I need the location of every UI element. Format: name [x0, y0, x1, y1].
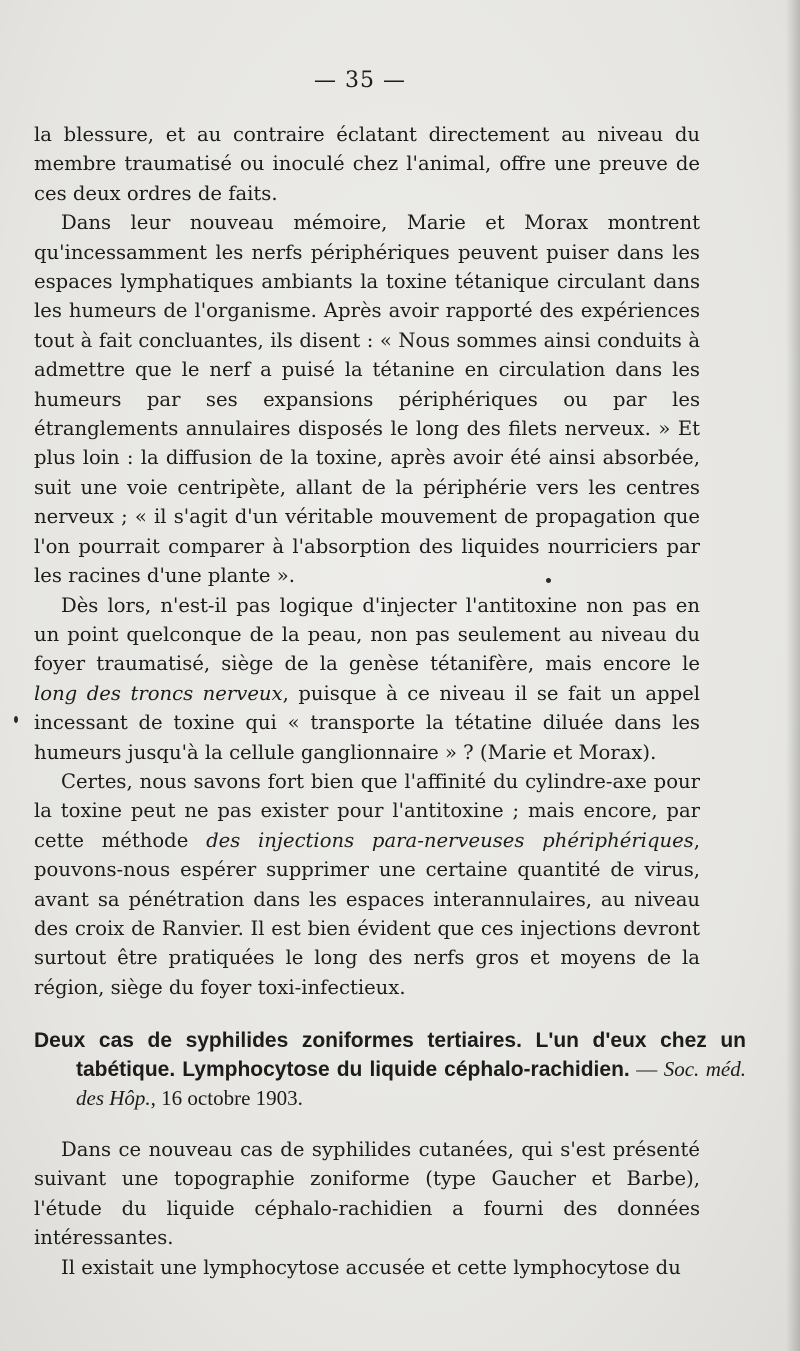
page-edge-shadow [786, 0, 800, 1351]
ink-speck [14, 716, 18, 723]
heading-date: , 16 octobre 1903. [150, 1086, 303, 1110]
italic-phrase: long des troncs nerveux [34, 681, 283, 705]
heading-journal: Soc. méd. des Hôp. [76, 1057, 746, 1110]
paragraph-text: , puisque à ce niveau il se fait un appel incessant de toxine qui « transporte la tétatine diluée dans les humeurs jusqu'à la cellule ganglionnaire » ? (Marie et Morax). [34, 681, 700, 764]
page-number: — 35 — [314, 68, 406, 93]
paragraph: la blessure, et au contraire éclatant directement au niveau du membre traumatisé ou inoculé chez l'animal, offre une preuve de ces deux ordres de faits. [34, 123, 700, 205]
heading-dash: — [629, 1057, 664, 1081]
paragraph-text: Certes, nous savons fort bien que l'affinité du cylindre-axe pour la toxine peut ne pas exister pour l'antitoxine ; mais encore, par cette méthode [34, 769, 700, 852]
heading-title: Deux cas de syphilides zoniformes tertiaires. L'un d'eux chez un tabétique. Lymphocytose du liquide céphalo-rachidien. [34, 1029, 746, 1081]
paragraph-text: , pouvons-nous espérer supprimer une certaine quantité de virus, avant sa pénétration dans les espaces interannulaires, au niveau des croix de Ranvier. Il est bien évident que ces injections devront surtout être pratiquées le long des nerfs gros et moyens de la région, siège du foyer toxi-infectieux. [34, 828, 700, 999]
body-text-top [34, 120, 700, 1002]
paragraph [34, 591, 700, 767]
paragraph: Il existait une lymphocytose accusée et cette lymphocytose du [61, 1255, 681, 1279]
paragraph-text: Dès lors, n'est-il pas logique d'injecter l'antitoxine non pas en un point quelconque de la peau, non pas seulement au niveau du foyer traumatisé, siège de la genèse tétanifère, mais encore le [34, 593, 700, 676]
paragraph: Dans ce nouveau cas de syphilides cutanées, qui s'est présenté suivant une topographie zoniforme (type Gaucher et Barbe), l'étude du liquide céphalo-rachidien a fourni des données intéressantes. [34, 1138, 700, 1250]
paragraph: Dans leur nouveau mémoire, Marie et Morax montrent qu'incessamment les nerfs périphériques peuvent puiser dans les espaces lymphatiques ambiants la toxine tétanique circulant dans les humeurs de l'organisme. Après avoir rapporté des expériences tout à fait concluantes, ils disent : « Nous sommes ainsi conduits à admettre que le nerf a puisé la tétanine en circulation dans les humeurs par ses expansions périphériques ou par les étranglements annulaires disposés le long des filets nerveux. » Et plus loin : la diffusion de la toxine, après avoir été ainsi absorbée, suit une voie centripète, allant de la périphérie vers les centres nerveux ; « il s'agit d'un véritable mouvement de propagation que l'on pourrait comparer à l'absorption des liquides nourriciers par les racines d'une plante ». [34, 211, 700, 588]
italic-phrase: des injections para-nerveuses phériphériques [206, 828, 694, 852]
body-text-bottom [34, 1135, 700, 1282]
section-heading [34, 1026, 746, 1113]
ink-speck [546, 578, 551, 583]
paragraph [34, 767, 700, 1002]
